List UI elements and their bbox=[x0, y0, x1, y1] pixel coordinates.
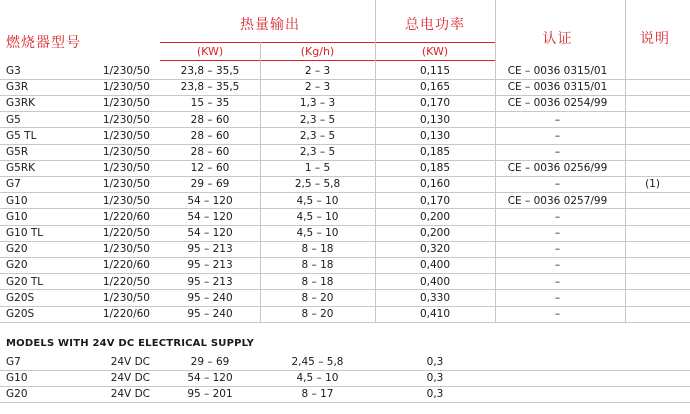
cell-kgh: 8 – 18 bbox=[301, 275, 334, 288]
cell-model: G10 bbox=[6, 210, 28, 223]
cell-kw: 15 – 35 bbox=[190, 97, 230, 110]
cell-supply: 1/220/60 bbox=[102, 259, 150, 272]
cell-model: G7 bbox=[6, 356, 21, 368]
cell-cert: CE – 0036 0257/99 bbox=[507, 194, 608, 207]
cell-cert: – bbox=[554, 146, 561, 158]
cell-power: 0,3 bbox=[426, 388, 444, 401]
cell-power: 0,400 bbox=[419, 275, 451, 288]
cell-power: 0,320 bbox=[419, 243, 451, 256]
cell-model: G10 TL bbox=[6, 227, 44, 239]
cell-supply: 1/230/50 bbox=[102, 113, 150, 126]
cell-kw: 28 – 60 bbox=[190, 146, 230, 158]
cell-kgh: 2 – 3 bbox=[304, 65, 331, 77]
cell-cert: – bbox=[554, 308, 561, 320]
cell-kgh: 2,5 – 5,8 bbox=[294, 178, 341, 191]
cell-supply: 1/220/60 bbox=[102, 210, 150, 223]
header-cert: 认证 bbox=[542, 31, 573, 47]
cell-model: G5 TL bbox=[6, 129, 37, 142]
cell-power: 0,185 bbox=[419, 162, 451, 175]
cell-supply: 1/230/50 bbox=[102, 129, 150, 142]
cell-supply: 1/230/50 bbox=[102, 178, 150, 191]
cell-power: 0,160 bbox=[419, 178, 451, 191]
cell-cert: CE – 0036 0315/01 bbox=[507, 81, 608, 94]
cell-cert: – bbox=[554, 178, 561, 191]
cell-kgh: 4,5 – 10 bbox=[296, 372, 339, 385]
cell-kw: 23,8 – 35,5 bbox=[180, 81, 240, 94]
cell-model: G20 bbox=[6, 259, 28, 272]
cell-power: 0,3 bbox=[426, 372, 444, 385]
cell-power: 0,130 bbox=[419, 129, 451, 142]
cell-kgh: 2,3 – 5 bbox=[299, 129, 336, 142]
cell-model: G7 bbox=[6, 178, 21, 191]
header-notes: 说明 bbox=[640, 31, 670, 47]
cell-kgh: 2,45 – 5,8 bbox=[291, 356, 344, 368]
cell-kw: 95 – 240 bbox=[187, 308, 233, 320]
cell-kgh: 8 – 18 bbox=[301, 243, 334, 256]
cell-model: G5R bbox=[6, 146, 29, 158]
cell-note: (1) bbox=[645, 178, 660, 191]
cell-power: 0,330 bbox=[419, 291, 451, 304]
cell-supply: 1/230/50 bbox=[102, 97, 150, 110]
cell-kw: 54 – 120 bbox=[187, 227, 233, 239]
header-heat-output: 热量输出 bbox=[240, 17, 300, 33]
cell-supply: 1/230/50 bbox=[102, 194, 150, 207]
cell-model: G20S bbox=[6, 308, 35, 320]
cell-supply: 24V DC bbox=[110, 372, 150, 385]
cell-cert: – bbox=[554, 210, 561, 223]
cell-power: 0,170 bbox=[419, 194, 451, 207]
cell-model: G10 bbox=[6, 194, 28, 207]
cell-kgh: 4,5 – 10 bbox=[296, 210, 339, 223]
cell-kw: 54 – 120 bbox=[187, 372, 233, 385]
cell-kw: 29 – 69 bbox=[190, 178, 230, 191]
cell-cert: – bbox=[554, 259, 561, 272]
cell-kw: 95 – 213 bbox=[187, 243, 233, 256]
header-rule-top bbox=[160, 42, 495, 43]
cell-power: 0,200 bbox=[419, 227, 451, 239]
header-rule-bottom bbox=[160, 60, 495, 61]
cell-power: 0,165 bbox=[419, 81, 451, 94]
cell-kw: 28 – 60 bbox=[190, 113, 230, 126]
cell-power: 0,400 bbox=[419, 259, 451, 272]
cell-model: G20 bbox=[6, 388, 28, 401]
cell-cert: – bbox=[554, 113, 561, 126]
cell-kw: 95 – 240 bbox=[187, 291, 233, 304]
cell-supply: 1/230/50 bbox=[102, 291, 150, 304]
unit-kgh: (Kg/h) bbox=[300, 45, 335, 58]
row-divider bbox=[0, 322, 690, 323]
cell-model: G5RK bbox=[6, 162, 35, 175]
cell-supply: 1/230/50 bbox=[102, 243, 150, 256]
cell-kw: 95 – 201 bbox=[187, 388, 233, 401]
cell-kw: 12 – 60 bbox=[190, 162, 230, 175]
cell-cert: CE – 0036 0315/01 bbox=[507, 65, 608, 77]
cell-kw: 54 – 120 bbox=[187, 210, 233, 223]
header-power: 总电功率 bbox=[405, 17, 465, 33]
unit-kw: (KW) bbox=[196, 45, 224, 58]
cell-supply: 1/220/50 bbox=[102, 227, 150, 239]
header-model: 燃烧器型号 bbox=[6, 35, 81, 51]
cell-kw: 95 – 213 bbox=[187, 259, 233, 272]
cell-power: 0,130 bbox=[419, 113, 451, 126]
cell-cert: – bbox=[554, 275, 561, 288]
cell-supply: 1/220/50 bbox=[102, 275, 150, 288]
cell-kgh: 1 – 5 bbox=[304, 162, 331, 175]
cell-model: G5 bbox=[6, 113, 21, 126]
cell-cert: CE – 0036 0256/99 bbox=[507, 162, 608, 175]
cell-supply: 24V DC bbox=[110, 388, 150, 401]
cell-supply: 1/230/50 bbox=[102, 162, 150, 175]
cell-kw: 29 – 69 bbox=[190, 356, 230, 368]
cell-kgh: 8 – 18 bbox=[301, 259, 334, 272]
cell-kgh: 8 – 20 bbox=[301, 291, 334, 304]
cell-power: 0,200 bbox=[419, 210, 451, 223]
cell-cert: – bbox=[554, 291, 561, 304]
cell-supply: 1/230/50 bbox=[102, 146, 150, 158]
cell-kgh: 2,3 – 5 bbox=[299, 113, 336, 126]
cell-supply: 1/230/50 bbox=[102, 81, 150, 94]
cell-cert: CE – 0036 0254/99 bbox=[507, 97, 608, 110]
cell-supply: 1/220/60 bbox=[102, 308, 150, 320]
cell-kgh: 4,5 – 10 bbox=[296, 194, 339, 207]
cell-kgh: 1,3 – 3 bbox=[299, 97, 336, 110]
unit-kw-power: (KW) bbox=[421, 45, 449, 58]
cell-cert: – bbox=[554, 129, 561, 142]
cell-kw: 28 – 60 bbox=[190, 129, 230, 142]
cell-supply: 1/230/50 bbox=[102, 65, 150, 77]
cell-kgh: 2,3 – 5 bbox=[299, 146, 336, 158]
cell-power: 0,3 bbox=[426, 356, 444, 368]
cell-power: 0,185 bbox=[419, 146, 451, 158]
cell-power: 0,115 bbox=[419, 65, 451, 77]
cell-kgh: 8 – 20 bbox=[301, 308, 334, 320]
cell-kw: 23,8 – 35,5 bbox=[180, 65, 240, 77]
cell-kgh: 4,5 – 10 bbox=[296, 227, 339, 239]
cell-kw: 95 – 213 bbox=[187, 275, 233, 288]
cell-kgh: 2 – 3 bbox=[304, 81, 331, 94]
cell-cert: – bbox=[554, 243, 561, 256]
cell-model: G20S bbox=[6, 291, 35, 304]
cell-model: G20 bbox=[6, 243, 28, 256]
cell-model: G3R bbox=[6, 81, 29, 94]
cell-kgh: 8 – 17 bbox=[301, 388, 334, 401]
cell-model: G3 bbox=[6, 65, 21, 77]
cell-model: G10 bbox=[6, 372, 28, 385]
cell-model: G3RK bbox=[6, 97, 35, 110]
cell-kw: 54 – 120 bbox=[187, 194, 233, 207]
row-divider bbox=[0, 402, 690, 403]
dc-section-title: MODELS WITH 24V DC ELECTRICAL SUPPLY bbox=[6, 338, 255, 349]
cell-supply: 24V DC bbox=[110, 356, 150, 368]
cell-power: 0,410 bbox=[419, 308, 451, 320]
cell-power: 0,170 bbox=[419, 97, 451, 110]
cell-model: G20 TL bbox=[6, 275, 44, 288]
cell-cert: – bbox=[554, 227, 561, 239]
